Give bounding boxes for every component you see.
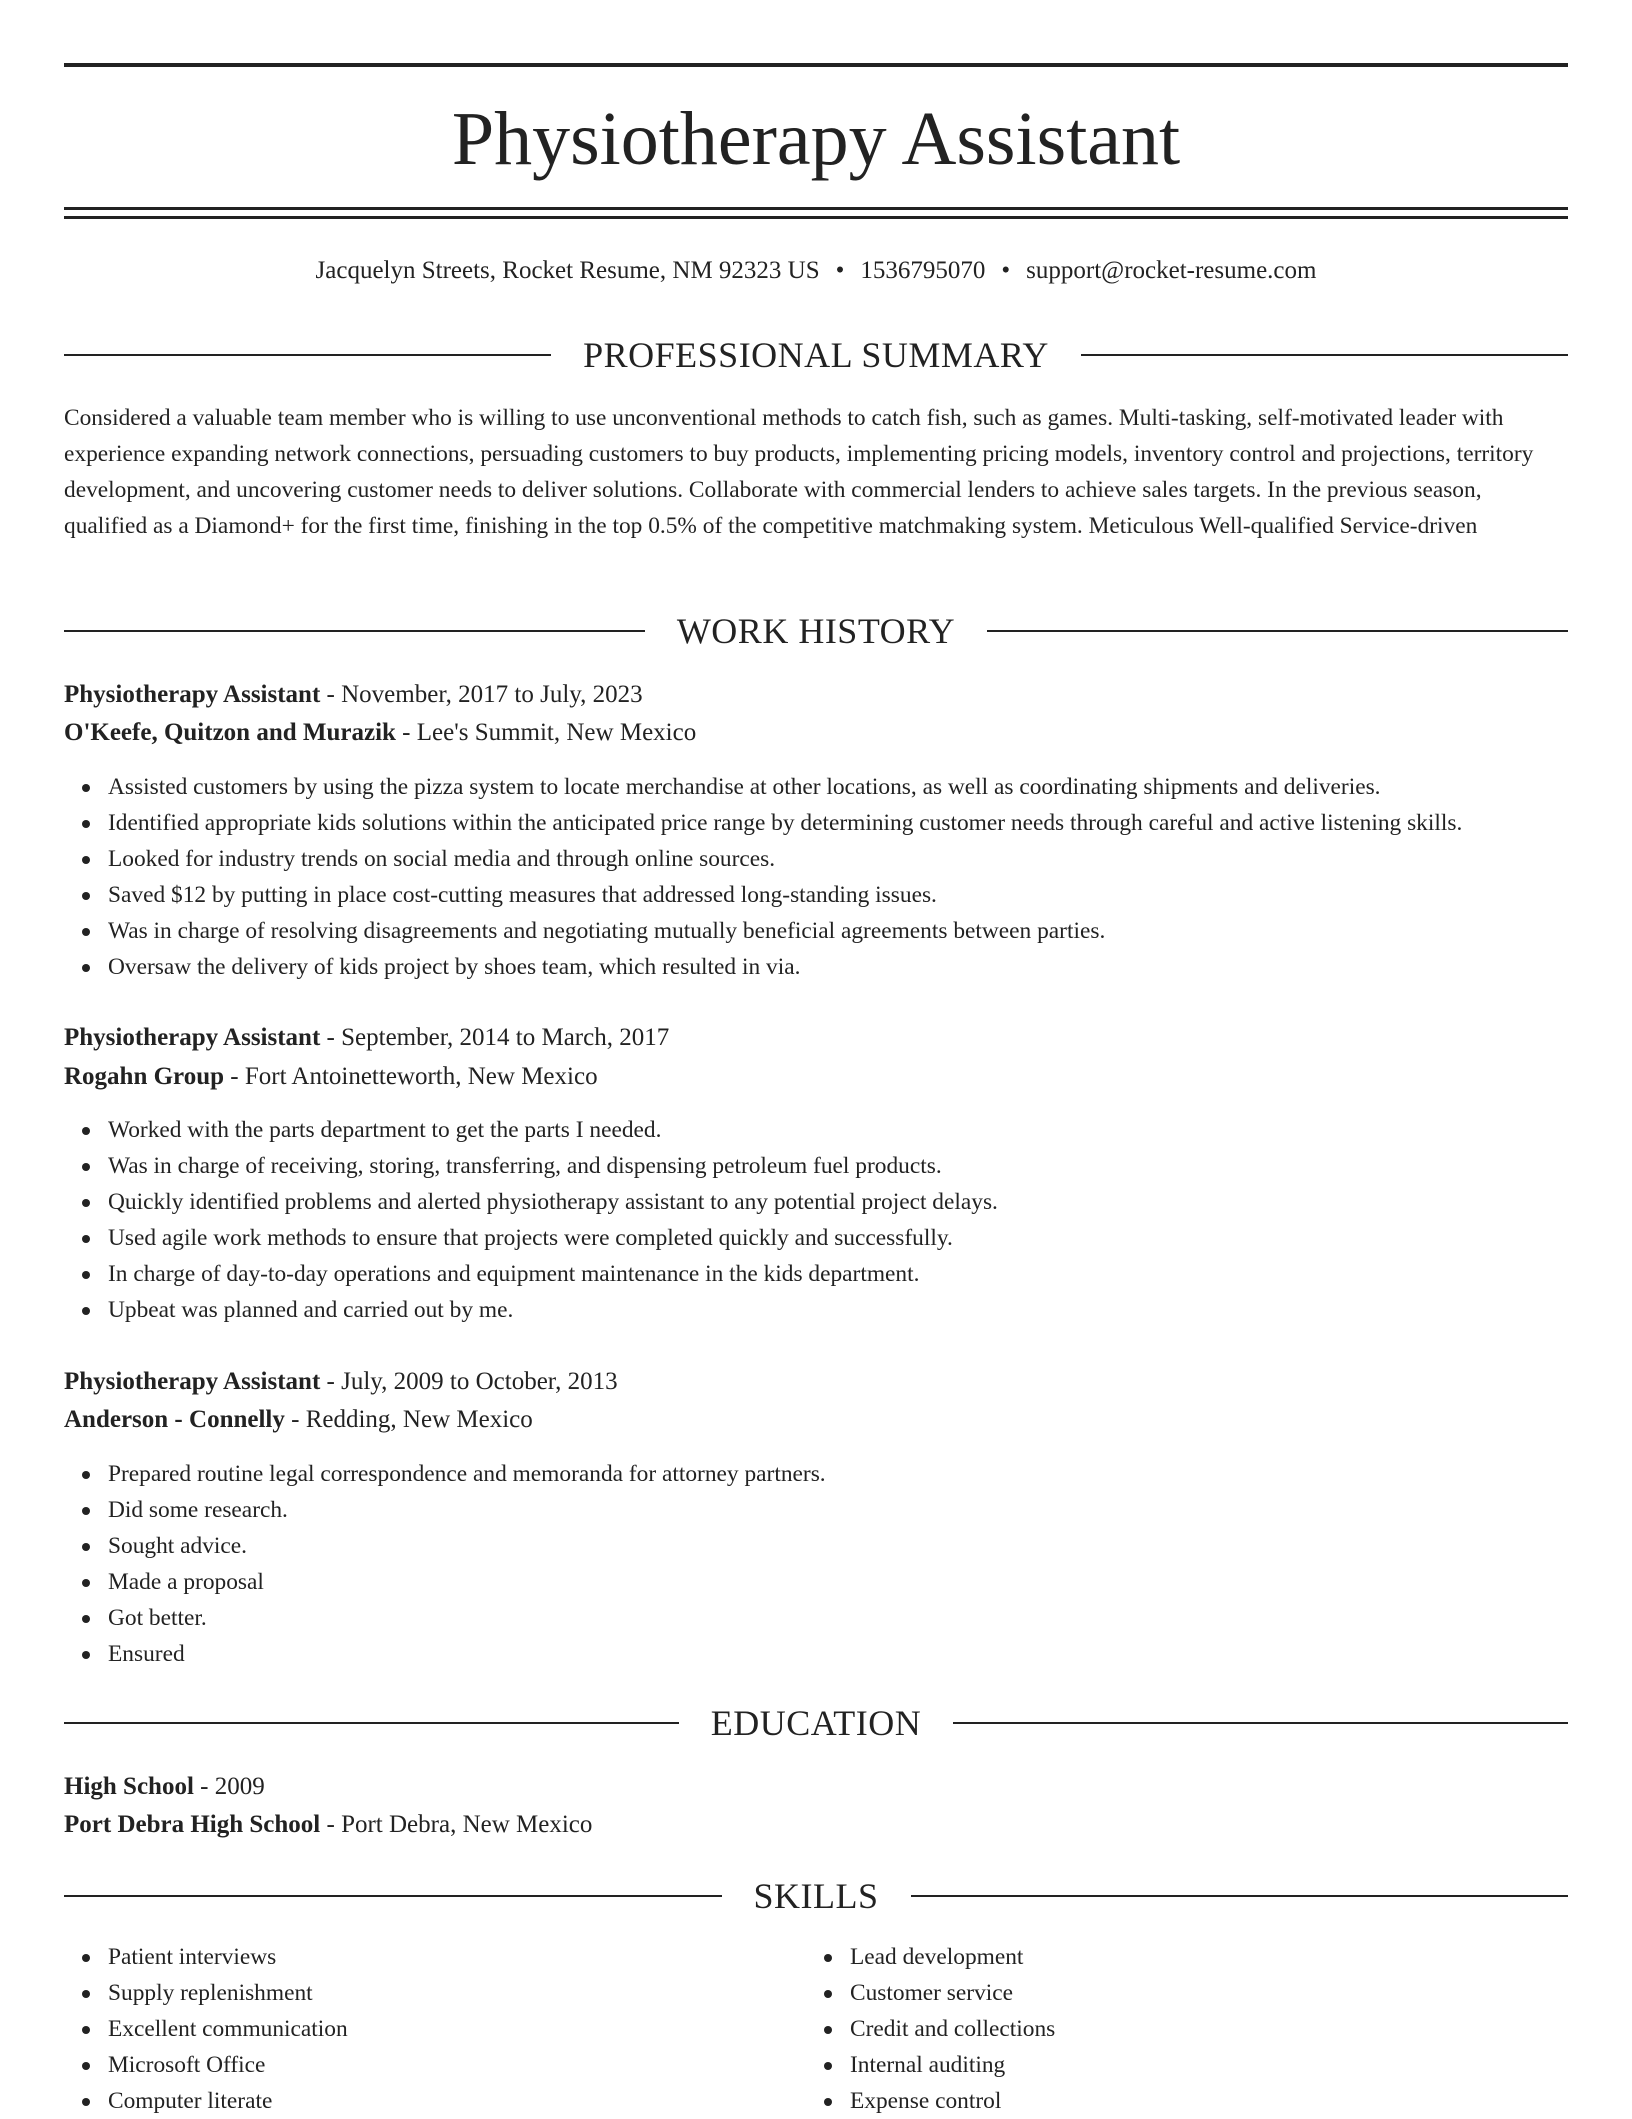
contact-separator: • — [835, 257, 845, 284]
heading-rule-left — [64, 630, 645, 632]
contact-line — [64, 254, 1568, 288]
skill-item: Supply replenishment — [108, 1975, 808, 2011]
section-title: EDUCATION — [710, 1703, 922, 1743]
skills-list-left — [64, 1939, 808, 2119]
list-item: Looked for industry trends on social media and through online sources. — [108, 841, 1462, 877]
heading-rule-right — [987, 630, 1568, 632]
heading-rule-right — [911, 1895, 1569, 1897]
job-company: O'Keefe, Quitzon and Murazik — [64, 719, 396, 746]
job-role: Physiotherapy Assistant — [64, 1368, 321, 1395]
job-location: - Lee's Summit, New Mexico — [395, 719, 697, 746]
education-degree-line — [64, 1769, 1568, 1805]
list-item: Ensured — [108, 1636, 826, 1672]
heading-rule-right — [953, 1722, 1568, 1724]
skill-item: Microsoft Office — [108, 2047, 808, 2083]
job-bullets — [64, 1112, 998, 1328]
header-top-rule — [64, 63, 1568, 67]
section-title: PROFESSIONAL SUMMARY — [583, 335, 1049, 375]
heading-rule-left — [64, 1722, 679, 1724]
section-title: WORK HISTORY — [676, 611, 956, 651]
job-role: Physiotherapy Assistant — [64, 681, 321, 708]
list-item: Quickly identified problems and alerted physiotherapy assistant to any potential project delays. — [108, 1184, 998, 1220]
list-item: Used agile work methods to ensure that projects were completed quickly and successfully. — [108, 1220, 998, 1256]
education-school-line — [64, 1807, 1568, 1843]
list-item: Upbeat was planned and carried out by me. — [108, 1292, 998, 1328]
section-heading-education — [64, 1703, 1568, 1743]
job-dates: - November, 2017 to July, 2023 — [320, 681, 643, 708]
contact-address: Jacquelyn Streets, Rocket Resume, NM 92323 US — [315, 257, 820, 284]
list-item: Was in charge of receiving, storing, transferring, and dispensing petroleum fuel products. — [108, 1148, 998, 1184]
list-item: In charge of day-to-day operations and equipment maintenance in the kids department. — [108, 1256, 998, 1292]
job-title-line — [64, 1364, 1568, 1400]
list-item: Got better. — [108, 1600, 826, 1636]
education-degree: High School — [64, 1773, 194, 1800]
heading-rule-right — [1081, 354, 1568, 356]
section-heading-summary — [64, 335, 1568, 375]
heading-rule-left — [64, 1895, 722, 1897]
job-company: Rogahn Group — [64, 1063, 225, 1090]
list-item: Assisted customers by using the pizza system to locate merchandise at other locations, as well as coordinating shipments and deliveries. — [108, 769, 1462, 805]
job-location: - Fort Antoinetteworth, New Mexico — [224, 1063, 598, 1090]
list-item: Worked with the parts department to get the parts I needed. — [108, 1112, 998, 1148]
job-bullets — [64, 769, 1462, 985]
skill-item: Patient interviews — [108, 1939, 808, 1975]
skills-list-right — [806, 1939, 1550, 2119]
skill-item: Excellent communication — [108, 2011, 808, 2047]
list-item: Prepared routine legal correspondence and memoranda for attorney partners. — [108, 1456, 826, 1492]
education-year: - 2009 — [193, 1773, 265, 1800]
education-location: - Port Debra, New Mexico — [320, 1811, 593, 1838]
contact-email: support@rocket-resume.com — [1026, 257, 1317, 284]
education-school: Port Debra High School — [64, 1811, 321, 1838]
skill-item: Credit and collections — [850, 2011, 1550, 2047]
job-dates: - September, 2014 to March, 2017 — [320, 1024, 670, 1051]
job-title-line — [64, 1020, 1568, 1056]
header-bottom-rule-second — [64, 216, 1568, 219]
list-item: Oversaw the delivery of kids project by shoes team, which resulted in via. — [108, 949, 1462, 985]
section-heading-skills — [64, 1876, 1568, 1916]
list-item: Sought advice. — [108, 1528, 826, 1564]
job-role: Physiotherapy Assistant — [64, 1024, 321, 1051]
job-bullets — [64, 1456, 826, 1672]
skill-item: Lead development — [850, 1939, 1550, 1975]
job-title-line — [64, 677, 1568, 713]
list-item: Did some research. — [108, 1492, 826, 1528]
header-bottom-rule — [64, 207, 1568, 210]
skill-item: Internal auditing — [850, 2047, 1550, 2083]
list-item: Was in charge of resolving disagreements and negotiating mutually beneficial agreements between parties. — [108, 913, 1462, 949]
list-item: Identified appropriate kids solutions within the anticipated price range by determining customer needs through careful and active listening skills. — [108, 805, 1462, 841]
job-company-line — [64, 1059, 1568, 1095]
heading-rule-left — [64, 354, 551, 356]
job-company: Anderson - Connelly — [64, 1406, 285, 1433]
list-item: Saved $12 by putting in place cost-cutting measures that addressed long-standing issues. — [108, 877, 1462, 913]
resume-title: Physiotherapy Assistant — [451, 97, 1181, 181]
skill-item: Expense control — [850, 2083, 1550, 2119]
summary-text: Considered a valuable team member who is willing to use unconventional methods to catch fish, such as games. Multi-tasking, self-motivated leader with experience expanding network connections, persuading customers to buy products, implementing pricing models, inventory control and projections, territory development, and uncovering customer needs to deliver solutions. Collaborate with commercial lenders to achieve sales targets. In the previous season, qualified as a Diamond+ for the first time, finishing in the top 0.5% of the competitive matchmaking system. Meticulous Well-qualified Service-driven — [64, 405, 1534, 539]
contact-phone: 1536795070 — [860, 257, 986, 284]
job-company-line — [64, 715, 1568, 751]
job-company-line — [64, 1402, 1568, 1438]
skill-item: Computer literate — [108, 2083, 808, 2119]
skill-item: Customer service — [850, 1975, 1550, 2011]
list-item: Made a proposal — [108, 1564, 826, 1600]
section-heading-work-history — [64, 611, 1568, 651]
job-location: - Redding, New Mexico — [284, 1406, 533, 1433]
section-title: SKILLS — [753, 1876, 879, 1916]
job-dates: - July, 2009 to October, 2013 — [320, 1368, 618, 1395]
contact-separator: • — [1001, 257, 1011, 284]
